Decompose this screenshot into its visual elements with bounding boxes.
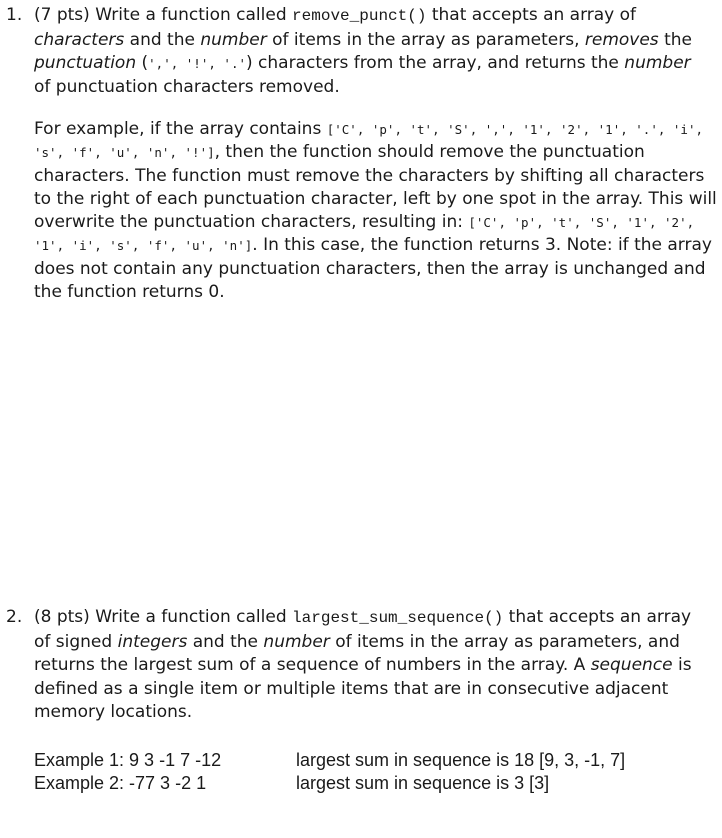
q1-period: . [252, 235, 258, 256]
q1-then-text: , then the function should remove the punctuation characters. The function must remove the characters by shifting all characters to the right of each punctuation character, left by one spot in the array. This will overwrite the punctuation characters, resulting in: [34, 142, 717, 233]
q1-pts: (7 pts) Write a function called [34, 5, 287, 25]
q2-and-the: and the [192, 631, 259, 652]
q2-of-items: of items in the array as parameters, and returns the largest sum of a sequence of numbers in the array. A [34, 631, 680, 675]
q1-function-name: remove_punct() [292, 7, 427, 25]
q1-array-before: ['C', 'p', 't', 'S', ',', '1', '2', '1', '.', 'i', 's', 'f', 'u', 'n', '!'] [34, 122, 704, 161]
question-1-number: 1. [6, 5, 23, 25]
q1-the: the [664, 29, 692, 50]
q1-punct-list: ',', '!', '.' [148, 56, 246, 71]
q1-chars-from: ) characters from the array, and [246, 53, 520, 73]
q1-removes: removes [584, 29, 659, 50]
q1-characters: characters [34, 29, 125, 50]
q2-integers: integers [117, 631, 188, 652]
q1-of-items: of items in the array as parameters, [272, 29, 580, 50]
q1-after-fn: that accepts an array of [431, 5, 637, 25]
q2-example-2-label: Example 2: -77 3 -2 1 [34, 773, 207, 793]
q1-open-paren: ( [141, 53, 149, 73]
q1-number-word-2: number [624, 53, 691, 73]
q2-example-1-result: largest sum in sequence is 18 [9, 3, -1, 7] [296, 750, 626, 770]
q1-of-punct-removed: of punctuation characters removed. [34, 76, 340, 97]
q1-punctuation: punctuation [34, 53, 137, 73]
q2-number-word: number [263, 631, 330, 652]
q1-returns-the: returns the [524, 53, 619, 73]
question-2-prompt [34, 606, 700, 725]
q2-example-2-result: largest sum in sequence is 3 [3] [296, 773, 550, 793]
q2-example-1 [34, 749, 625, 772]
q2-sequence: sequence [590, 655, 673, 675]
q1-and-the: and the [129, 29, 195, 50]
question-1-prompt [34, 4, 700, 99]
q1-array-after: ['C', 'p', 't', 'S', '1', '2', '1', 'i', 's', 'f', 'u', 'n'] [34, 215, 695, 254]
q1-number-word: number [200, 29, 267, 50]
q2-after-fn: that accepts an array of signed [34, 607, 692, 652]
question-1 [0, 4, 717, 303]
q2-definition: is defined as a single item or multiple items that are in consecutive adjacent memory locations. [34, 655, 692, 722]
question-1-example [34, 118, 722, 304]
question-2 [0, 606, 700, 793]
question-2-number: 2. [6, 607, 23, 627]
q1-example-intro: For example, if the array contains [34, 119, 322, 139]
q2-pts: (8 pts) Write a function called [34, 607, 287, 627]
q2-example-1-label: Example 1: 9 3 -1 7 -12 [34, 750, 222, 770]
q2-function-name: largest_sum_sequence() [292, 609, 504, 627]
q1-closing: In this case, the function returns 3. Note: if the array does not contain any punctuation characters, then the array is unchanged and the function returns 0. [34, 235, 712, 303]
q2-example-2 [34, 772, 549, 795]
